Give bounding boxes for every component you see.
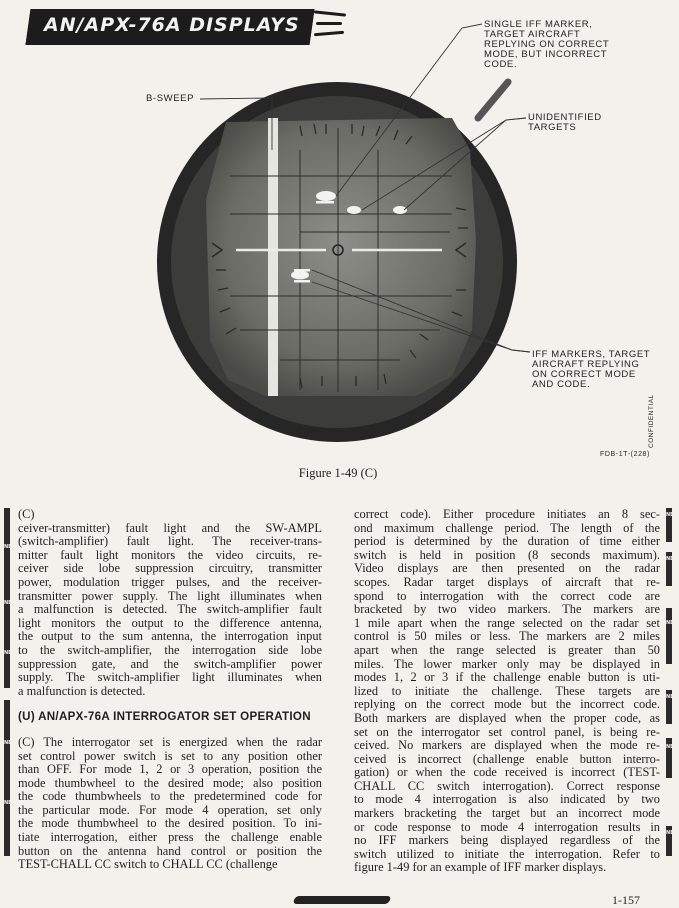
paragraph-fault-lights: ceiver-transmitter) fault light and the SW-AMPL (switch-amplifier) fault light. The receiver-trans- mitter fault light monitors the video circuits, re- ceiver side lobe suppression circuitry, transmitter power, modulation trigger pulses, and the receiver- transmitter power supply. The light illuminates when a malfunction is detected. The switch-amplifier fault light monitors the output to the difference antenna, the output to the sum antenna, the interrogation input to the switch-amplifier, the interrogation side lobe suppression gate, and the switch-amplifier power supply. The switch-amplifier light illuminates when a malfunction is detected. (18, 520, 322, 698)
unidentified-target (393, 206, 407, 214)
left-column (18, 508, 322, 872)
single-iff-target (316, 191, 336, 201)
section-heading: (U) AN/APX-76A INTERROGATOR SET OPERATION (18, 710, 311, 724)
b-sweep (268, 118, 278, 396)
change-marker-new: NEW (666, 830, 679, 836)
change-marker-new: NEW (4, 800, 18, 806)
change-marker-new: NEW (4, 544, 18, 550)
figure-reference: FDB-1T-(228) (600, 451, 650, 458)
change-marker-new: NEW (666, 512, 679, 518)
callout-b-sweep: B-SWEEP (146, 93, 195, 104)
right-column: correct code). Either procedure initiates an 8 sec- ond maximum challenge period. The length of the period is determined by the duration of time either switch is held in position (8 seconds maximum). Video displays are then presented on the radar scopes. Radar target displays of aircraft that re- spond to interrogation with the correct code are bracketed by two video markers. The markers are 1 mile apart when the range selected on the radar set control is 50 miles or less. The markers are 2 miles apart when the range selected is greater than 50 miles. The lower marker only may be displayed in modes 1, 2 or 3 if the challenge enable button is uti- lized to initiate the challenge. These targets are replying on the correct mode but the incorrect code. Both markers are displayed when the proper code, as set on the interrogator set control panel, is being re- ceived. No markers are displayed when the mode re- ceived is incorrect (challenge enable button interro- gation) or when the code received is incorrect (TEST- CHALL CC switch interrogation). Correct response to mode 4 interrogation is also indicated by two markers bracketing the target but an incorrect mode or code response to mode 4 interrogation results in no IFF markers being displayed regardless of the switch utilized to initiate the interrogation. Refer to figure 1-49 for an example of IFF marker displays. (354, 507, 660, 875)
change-marker-new: NEW (666, 694, 679, 700)
change-marker-new: NEW (4, 650, 18, 656)
figure-caption: Figure 1-49 (C) (298, 466, 378, 480)
paragraph-label: (C) (18, 507, 35, 521)
page-title: AN/APX-76A DISPLAYS (44, 14, 300, 36)
change-marker-new: NEW (4, 740, 18, 746)
scope-screen (206, 118, 476, 396)
callout-iff-markers: IFF MARKERS, TARGET AIRCRAFT REPLYING ON CORRECT MODE AND CODE. (532, 349, 651, 390)
single-iff-marker (316, 201, 334, 204)
iff-marker-lower (294, 280, 310, 283)
change-marker-new: NEW (666, 620, 679, 626)
page-number: 1-157 (612, 893, 640, 907)
iff-target (291, 271, 309, 280)
classification-label: CONFIDENTIAL (648, 394, 655, 448)
antenna-rod (478, 82, 508, 118)
paragraph-operation: (C) The interrogator set is energized when the radar set control power switch is set to any position other than OFF. For mode 1, 2 or 3 operation, position the mode thumbwheel to the desired mode; also position the code thumbwheels to the predetermined code for the particular mode. For mode 4 operation, set only the mode thumbwheel to the desired position. To ini- tiate interrogation, either press the challenge enable button on the antenna hand control or position the TEST-CHALL CC switch to CHALL CC (challenge (18, 734, 322, 872)
change-marker-new: NEW (666, 744, 679, 750)
ink-smudge (293, 896, 392, 904)
unidentified-target (347, 206, 361, 214)
callout-unidentified-targets: UNIDENTIFIED TARGETS (528, 112, 602, 133)
change-marker-new: NEW (666, 556, 679, 562)
change-marker-new: NEW (4, 600, 18, 606)
callout-single-iff-marker: SINGLE IFF MARKER, TARGET AIRCRAFT REPLYING ON CORRECT MODE, BUT INCORRECT CODE. (484, 19, 610, 70)
